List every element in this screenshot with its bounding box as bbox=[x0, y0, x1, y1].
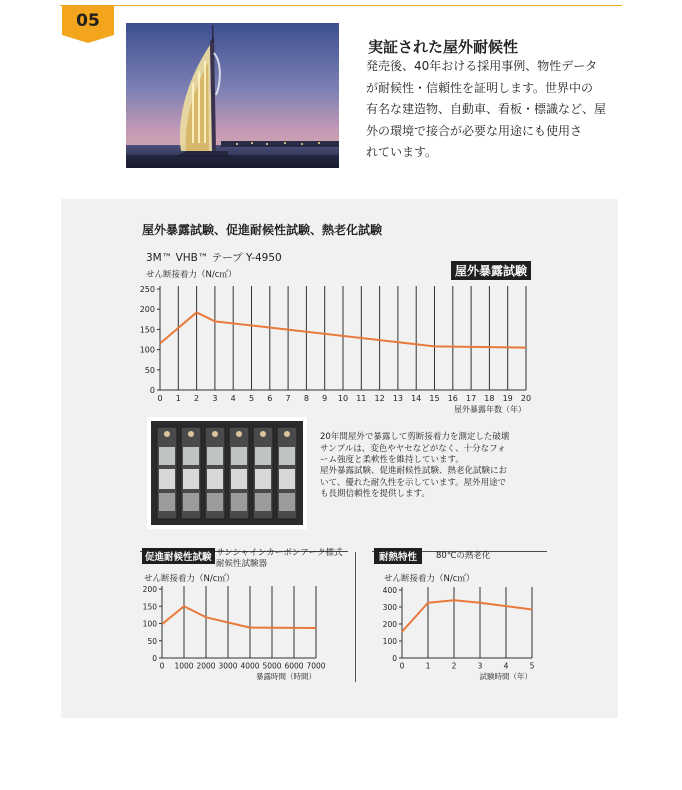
y-tick-label: 200 bbox=[140, 305, 155, 315]
chart-accelerated bbox=[140, 582, 340, 682]
x-tick-label: 2000 bbox=[196, 661, 216, 671]
x-tick-label: 19 bbox=[502, 394, 513, 403]
x-tick-label: 20 bbox=[520, 394, 532, 403]
chart2-tag-note bbox=[216, 548, 342, 570]
sample-foam bbox=[207, 493, 223, 511]
x-tick-label: 1000 bbox=[174, 661, 194, 671]
sample-foam bbox=[183, 469, 199, 489]
x-tick-label: 18 bbox=[484, 394, 495, 403]
x-tick-label: 4000 bbox=[240, 661, 260, 671]
chart-divider bbox=[355, 552, 356, 682]
sample-foam bbox=[207, 447, 223, 465]
sample-foam bbox=[231, 447, 247, 465]
x-tick-label: 6000 bbox=[284, 661, 304, 671]
sample-bolt bbox=[284, 431, 290, 437]
sample-note-line: ーム強度と柔軟性を維持しています。 bbox=[320, 455, 464, 465]
chart1-ylabel: せん断接着力（N/c㎡） bbox=[146, 270, 237, 280]
sample-foam bbox=[279, 447, 295, 465]
x-tick-label: 14 bbox=[411, 394, 422, 403]
y-tick-label: 200 bbox=[382, 620, 397, 629]
y-tick-label: 400 bbox=[382, 586, 397, 595]
chart2-tag-note-line: サンシャインカーボンアーク標式 bbox=[216, 548, 343, 558]
x-tick-label: 3 bbox=[477, 661, 483, 671]
y-tick-label: 100 bbox=[140, 345, 155, 355]
chart1-tag: 屋外暴露試験 bbox=[451, 261, 531, 280]
y-tick-label: 50 bbox=[144, 365, 155, 375]
sample-foam bbox=[231, 493, 247, 511]
chart-heat bbox=[376, 582, 546, 682]
sample-foam bbox=[279, 493, 295, 511]
x-axis-label: 屋外暴露年数（年） bbox=[454, 405, 526, 414]
chart2-tag-note-line: 耐候性試験器 bbox=[216, 559, 268, 569]
chart3-tag-note: 80℃の熱老化 bbox=[436, 551, 491, 561]
photo-burj-al-arab bbox=[126, 23, 339, 168]
section-number: 05 bbox=[76, 11, 100, 31]
x-tick-label: 1 bbox=[175, 394, 181, 403]
sample-bolt bbox=[164, 431, 170, 437]
x-tick-label: 6 bbox=[267, 394, 273, 403]
sample-bolt bbox=[236, 431, 242, 437]
x-tick-label: 4 bbox=[230, 394, 236, 403]
sample-foam bbox=[207, 469, 223, 489]
x-tick-label: 12 bbox=[374, 394, 385, 403]
x-tick-label: 0 bbox=[157, 394, 163, 403]
y-tick-label: 0 bbox=[392, 654, 397, 663]
sample-foam bbox=[159, 493, 175, 511]
sample-photo bbox=[147, 417, 307, 529]
description-line: が耐候性・信頼性を証明します。世界中の bbox=[366, 80, 594, 95]
x-tick-label: 11 bbox=[356, 394, 367, 403]
x-tick-label: 2 bbox=[451, 661, 457, 671]
sample-bolt bbox=[260, 431, 266, 437]
chart2-tag: 促進耐候性試験 bbox=[142, 548, 215, 564]
x-tick-label: 2 bbox=[194, 394, 200, 403]
x-tick-label: 5000 bbox=[262, 661, 282, 671]
y-tick-label: 100 bbox=[382, 637, 397, 646]
sample-foam bbox=[255, 447, 271, 465]
x-tick-label: 16 bbox=[447, 394, 458, 403]
sample-note-line: 屋外暴露試験、促進耐候性試験、熱老化試験にお bbox=[320, 466, 508, 476]
chart3-ylabel: せん断接着力（N/c㎡） bbox=[384, 574, 475, 584]
description bbox=[366, 56, 607, 164]
x-tick-label: 7 bbox=[285, 394, 291, 403]
sample-foam bbox=[183, 447, 199, 465]
chart-outdoor bbox=[140, 282, 550, 415]
section-title: 屋外暴露試験、促進耐候性試験、熱老化試験 bbox=[142, 223, 383, 237]
product-name: 3M™ VHB™ テープ Y-4950 bbox=[146, 252, 282, 264]
x-tick-label: 0 bbox=[399, 661, 405, 671]
description-line: 発売後、40年おける採用事例、物性データ bbox=[366, 59, 598, 73]
sample-foam bbox=[255, 493, 271, 511]
sample-foam bbox=[159, 447, 175, 465]
y-tick-label: 300 bbox=[382, 603, 397, 612]
sample-foam bbox=[159, 469, 175, 489]
x-tick-label: 3 bbox=[212, 394, 218, 403]
series-line bbox=[402, 600, 532, 631]
sample-bolt bbox=[212, 431, 218, 437]
x-tick-label: 5 bbox=[529, 661, 535, 671]
y-tick-label: 0 bbox=[149, 386, 155, 395]
x-tick-label: 4 bbox=[503, 661, 509, 671]
y-tick-label: 250 bbox=[140, 285, 155, 294]
x-tick-label: 3000 bbox=[218, 661, 238, 671]
chart2-ylabel: せん断接着力（N/c㎡） bbox=[144, 574, 235, 584]
x-tick-label: 7000 bbox=[306, 661, 326, 671]
x-axis-label: 試験時間（年） bbox=[479, 672, 532, 681]
x-tick-label: 15 bbox=[429, 394, 440, 403]
x-tick-label: 13 bbox=[392, 394, 403, 403]
sample-foam bbox=[183, 493, 199, 511]
sample-bolt bbox=[188, 431, 194, 437]
y-tick-label: 200 bbox=[142, 585, 157, 594]
x-tick-label: 17 bbox=[466, 394, 477, 403]
x-tick-label: 8 bbox=[303, 394, 309, 403]
header-rule bbox=[60, 5, 622, 6]
sample-foam bbox=[255, 469, 271, 489]
sample-foam bbox=[279, 469, 295, 489]
x-tick-label: 1 bbox=[425, 661, 431, 671]
series-line bbox=[162, 606, 316, 628]
section-badge bbox=[62, 5, 114, 43]
y-tick-label: 100 bbox=[142, 619, 157, 629]
y-tick-label: 150 bbox=[142, 602, 157, 612]
y-tick-label: 150 bbox=[140, 325, 155, 335]
sample-foam bbox=[231, 469, 247, 489]
sample-note-line: いて、優れた耐久性を示しています。屋外用途で bbox=[320, 477, 507, 488]
sample-note-line: も長期信頼性を提供します。 bbox=[320, 489, 430, 499]
sample-note-line: サンプルは、変色やヤセなどがなく、十分なフォ bbox=[320, 443, 506, 454]
sample-note-2 bbox=[320, 466, 540, 501]
chart3-tag: 耐熱特性 bbox=[374, 548, 422, 564]
sample-note-line: 20年間屋外で暴露して剪断接着力を測定した破壊 bbox=[320, 432, 510, 442]
x-tick-label: 5 bbox=[248, 394, 255, 403]
x-tick-label: 0 bbox=[159, 661, 165, 671]
x-tick-label: 9 bbox=[322, 394, 328, 403]
x-tick-label: 10 bbox=[337, 394, 349, 403]
heading: 実証された屋外耐候性 bbox=[368, 38, 519, 56]
description-line: れています。 bbox=[366, 145, 438, 159]
description-line: 外の環境で接合が必要な用途にも使用さ bbox=[366, 123, 583, 138]
y-tick-label: 0 bbox=[152, 654, 157, 663]
x-axis-label: 暴露時間（時間） bbox=[256, 672, 316, 681]
sample-note-1 bbox=[320, 432, 540, 467]
y-tick-label: 50 bbox=[147, 636, 157, 646]
description-line: 有名な建造物、自動車、看板・標識など、屋 bbox=[366, 102, 607, 116]
